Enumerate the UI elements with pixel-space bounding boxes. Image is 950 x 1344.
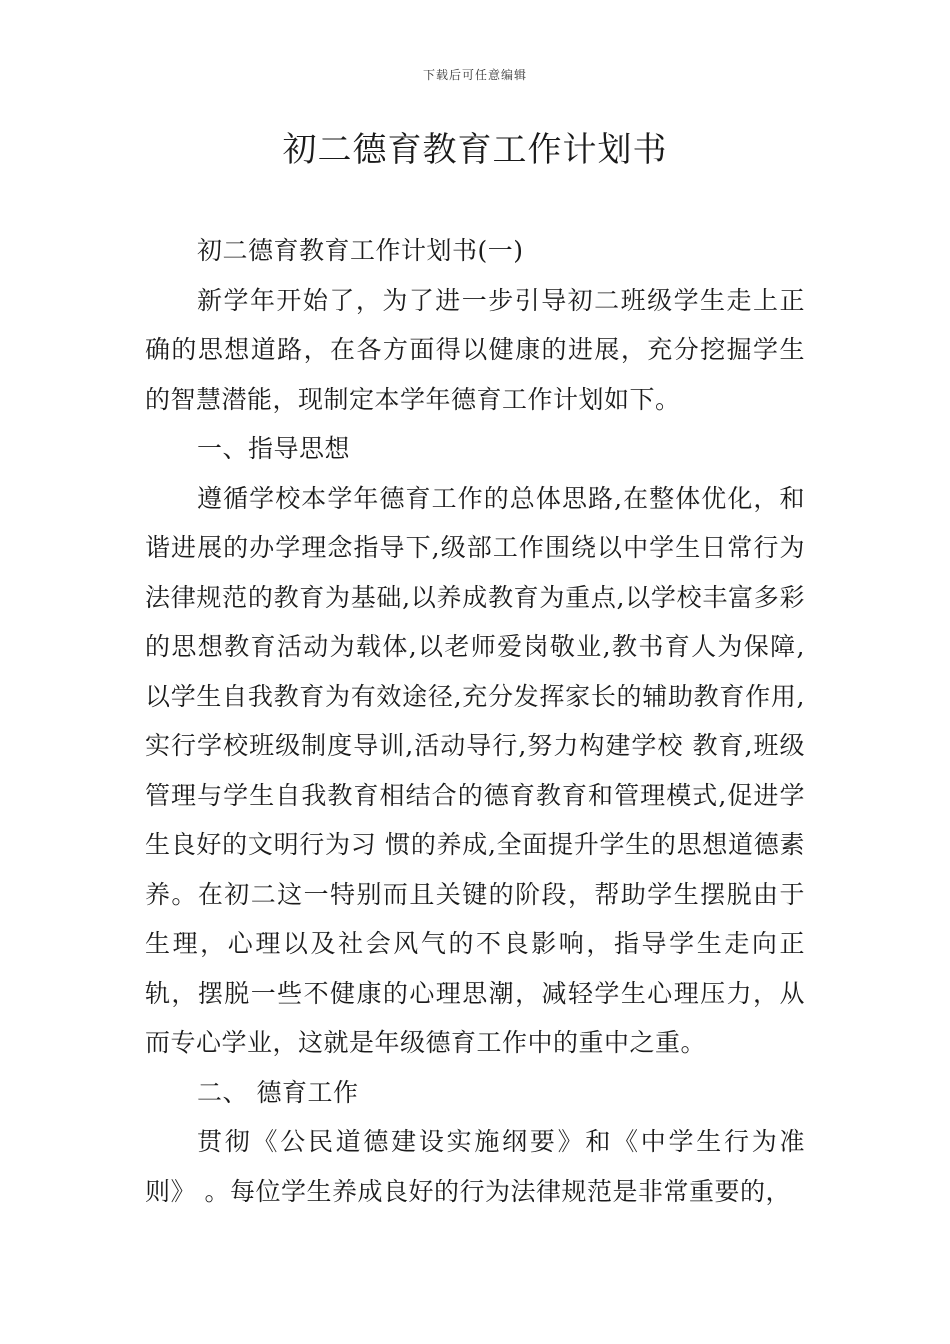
header-note: 下载后可任意编辑 <box>422 68 527 82</box>
intro-paragraph: 新学年开始了，为了进一步引导初二班级学生走上正确的思想道路，在各方面得以健康的进展，充分挖掘学生的智慧潜能，现制定本学年德育工作计划如下。 <box>145 285 805 414</box>
section-heading-guiding-thought: 一、指导思想 <box>197 434 351 463</box>
guiding-thought-paragraph: 遵循学校本学年德育工作的总体思路,在整体优化，和谐进展的办学理念指导下,级部工作围绕以中学生日常行为法律规范的教育为基础,以养成教育为重点,以学校丰富多彩的思想教育活动为载体,以老师爱岗敬业,教书育人为保障,以学生自我教育为有效途径,充分发挥家长的辅助教育作用,实行学校班级制度导训,活动导行,努力构建学校 教育,班级管理与学生自我教育相结合的德育教育和管理模式,促进学生良好的文明行为习 惯的养成,全面提升学生的思想道德素养。在初二这一特别而且关键的阶段，帮助学生摆脱由于生理，心理以及社会风气的不良影响，指导学生走向正轨，摆脱一些不健康的心理思潮，减轻学生心理压力，从而专心学业，这就是年级德育工作中的重中之重。 <box>145 483 805 1057</box>
document-title: 初二德育教育工作计划书 <box>282 130 668 170</box>
section-heading-moral-work: 二、 德育工作 <box>197 1077 359 1107</box>
document-body <box>145 226 805 1216</box>
subtitle-paragraph: 初二德育教育工作计划书(一) <box>197 236 524 265</box>
moral-work-paragraph: 贯彻《公民道德建设实施纲要》和《中学生行为准则》 。每位学生养成良好的行为法律规范是非常重要的， <box>145 1127 805 1206</box>
